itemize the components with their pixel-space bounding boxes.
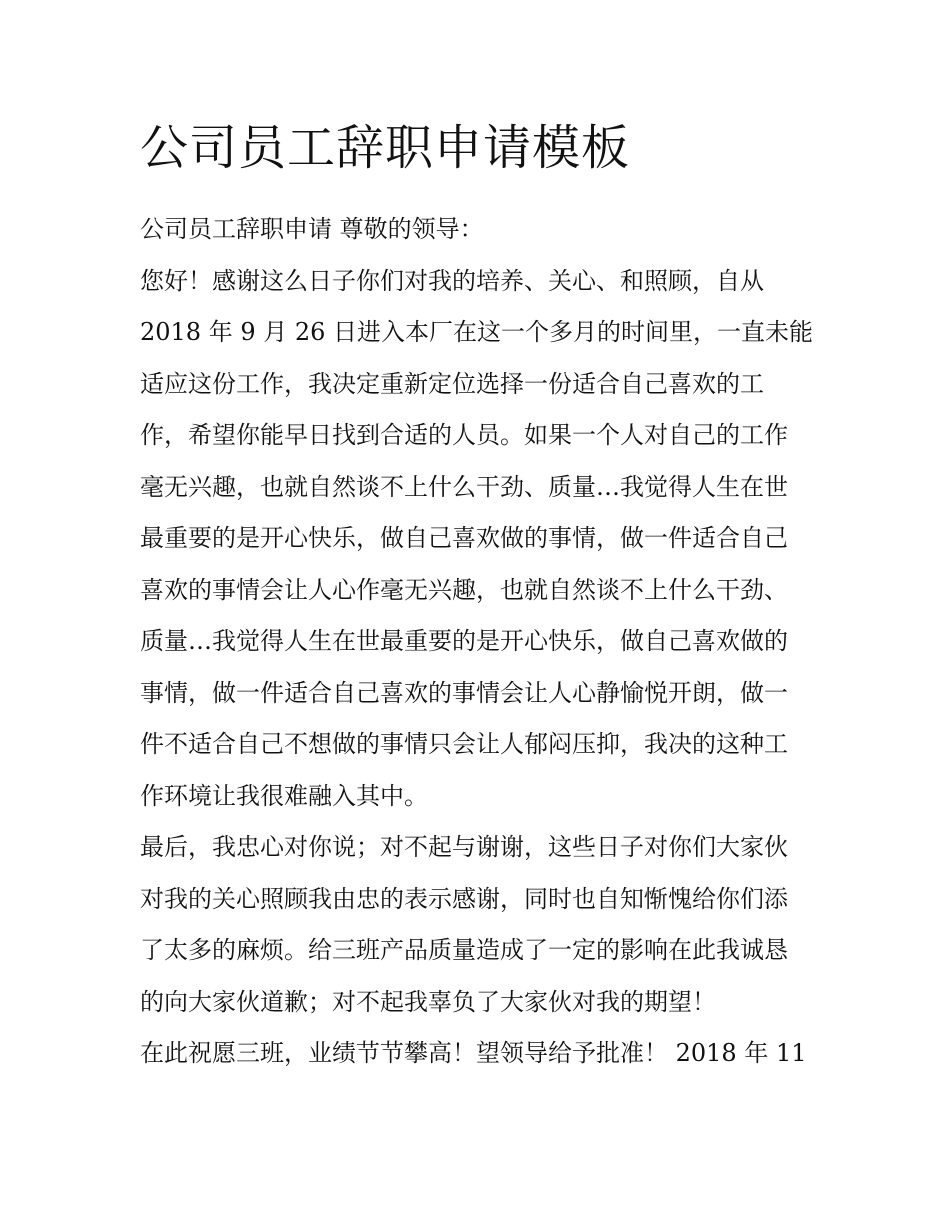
document-title: 公司员工辞职申请模板 [140, 120, 631, 176]
paragraph-line: 在此祝愿三班，业绩节节攀高！望领导给予批准！ 2018 年 11 [140, 1039, 807, 1067]
paragraph-line: 作环境让我很难融入其中。 [140, 781, 428, 810]
paragraph-line: 作，希望你能早日找到合适的人员。如果一个人对自己的工作 [140, 421, 788, 449]
paragraph-line: 适应这份工作，我决定重新定位选择一份适合自己喜欢的工 [140, 369, 764, 398]
paragraph-line: 最重要的是开心快乐，做自己喜欢做的事情，做一件适合自己 [140, 524, 788, 552]
salutation-line: 公司员工辞职申请 尊敬的领导： [140, 215, 484, 243]
paragraph-line: 质量…我觉得人生在世最重要的是开心快乐，做自己喜欢做的 [140, 627, 788, 655]
paragraph-line: 事情，做一件适合自己喜欢的事情会让人心静愉悦开朗，做一 [140, 678, 788, 707]
body-paragraph-3 [140, 1028, 812, 1080]
paragraph-line: 最后，我忠心对你说；对不起与谢谢，这些日子对你们大家伙 [140, 833, 788, 861]
paragraph-line: 2018 年 9 月 26 日进入本厂在这一个多月的时间里，一直未能 [140, 318, 814, 346]
paragraph-line: 您好！感谢这么日子你们对我的培养、关心、和照顾，自从 [140, 266, 764, 295]
paragraph-line: 毫无兴趣，也就自然谈不上什么干劲、质量…我觉得人生在世 [140, 472, 788, 501]
paragraph-line: 了太多的麻烦。给三班产品质量造成了一定的影响在此我诚恳 [140, 936, 788, 964]
paragraph-line: 的向大家伙道歉；对不起我辜负了大家伙对我的期望！ [140, 987, 716, 1016]
salutation [140, 204, 812, 256]
paragraph-line: 对我的关心照顾我由忠的表示感谢，同时也自知惭愧给你们添 [140, 884, 788, 913]
paragraph-line: 喜欢的事情会让人心作毫无兴趣，也就自然谈不上什么干劲、 [140, 575, 788, 604]
body-paragraph-1 [140, 256, 812, 823]
body-paragraph-2 [140, 822, 812, 1028]
document-page [140, 112, 812, 1080]
paragraph-line: 件不适合自己不想做的事情只会让人郁闷压抑，我决的这种工 [140, 730, 788, 758]
